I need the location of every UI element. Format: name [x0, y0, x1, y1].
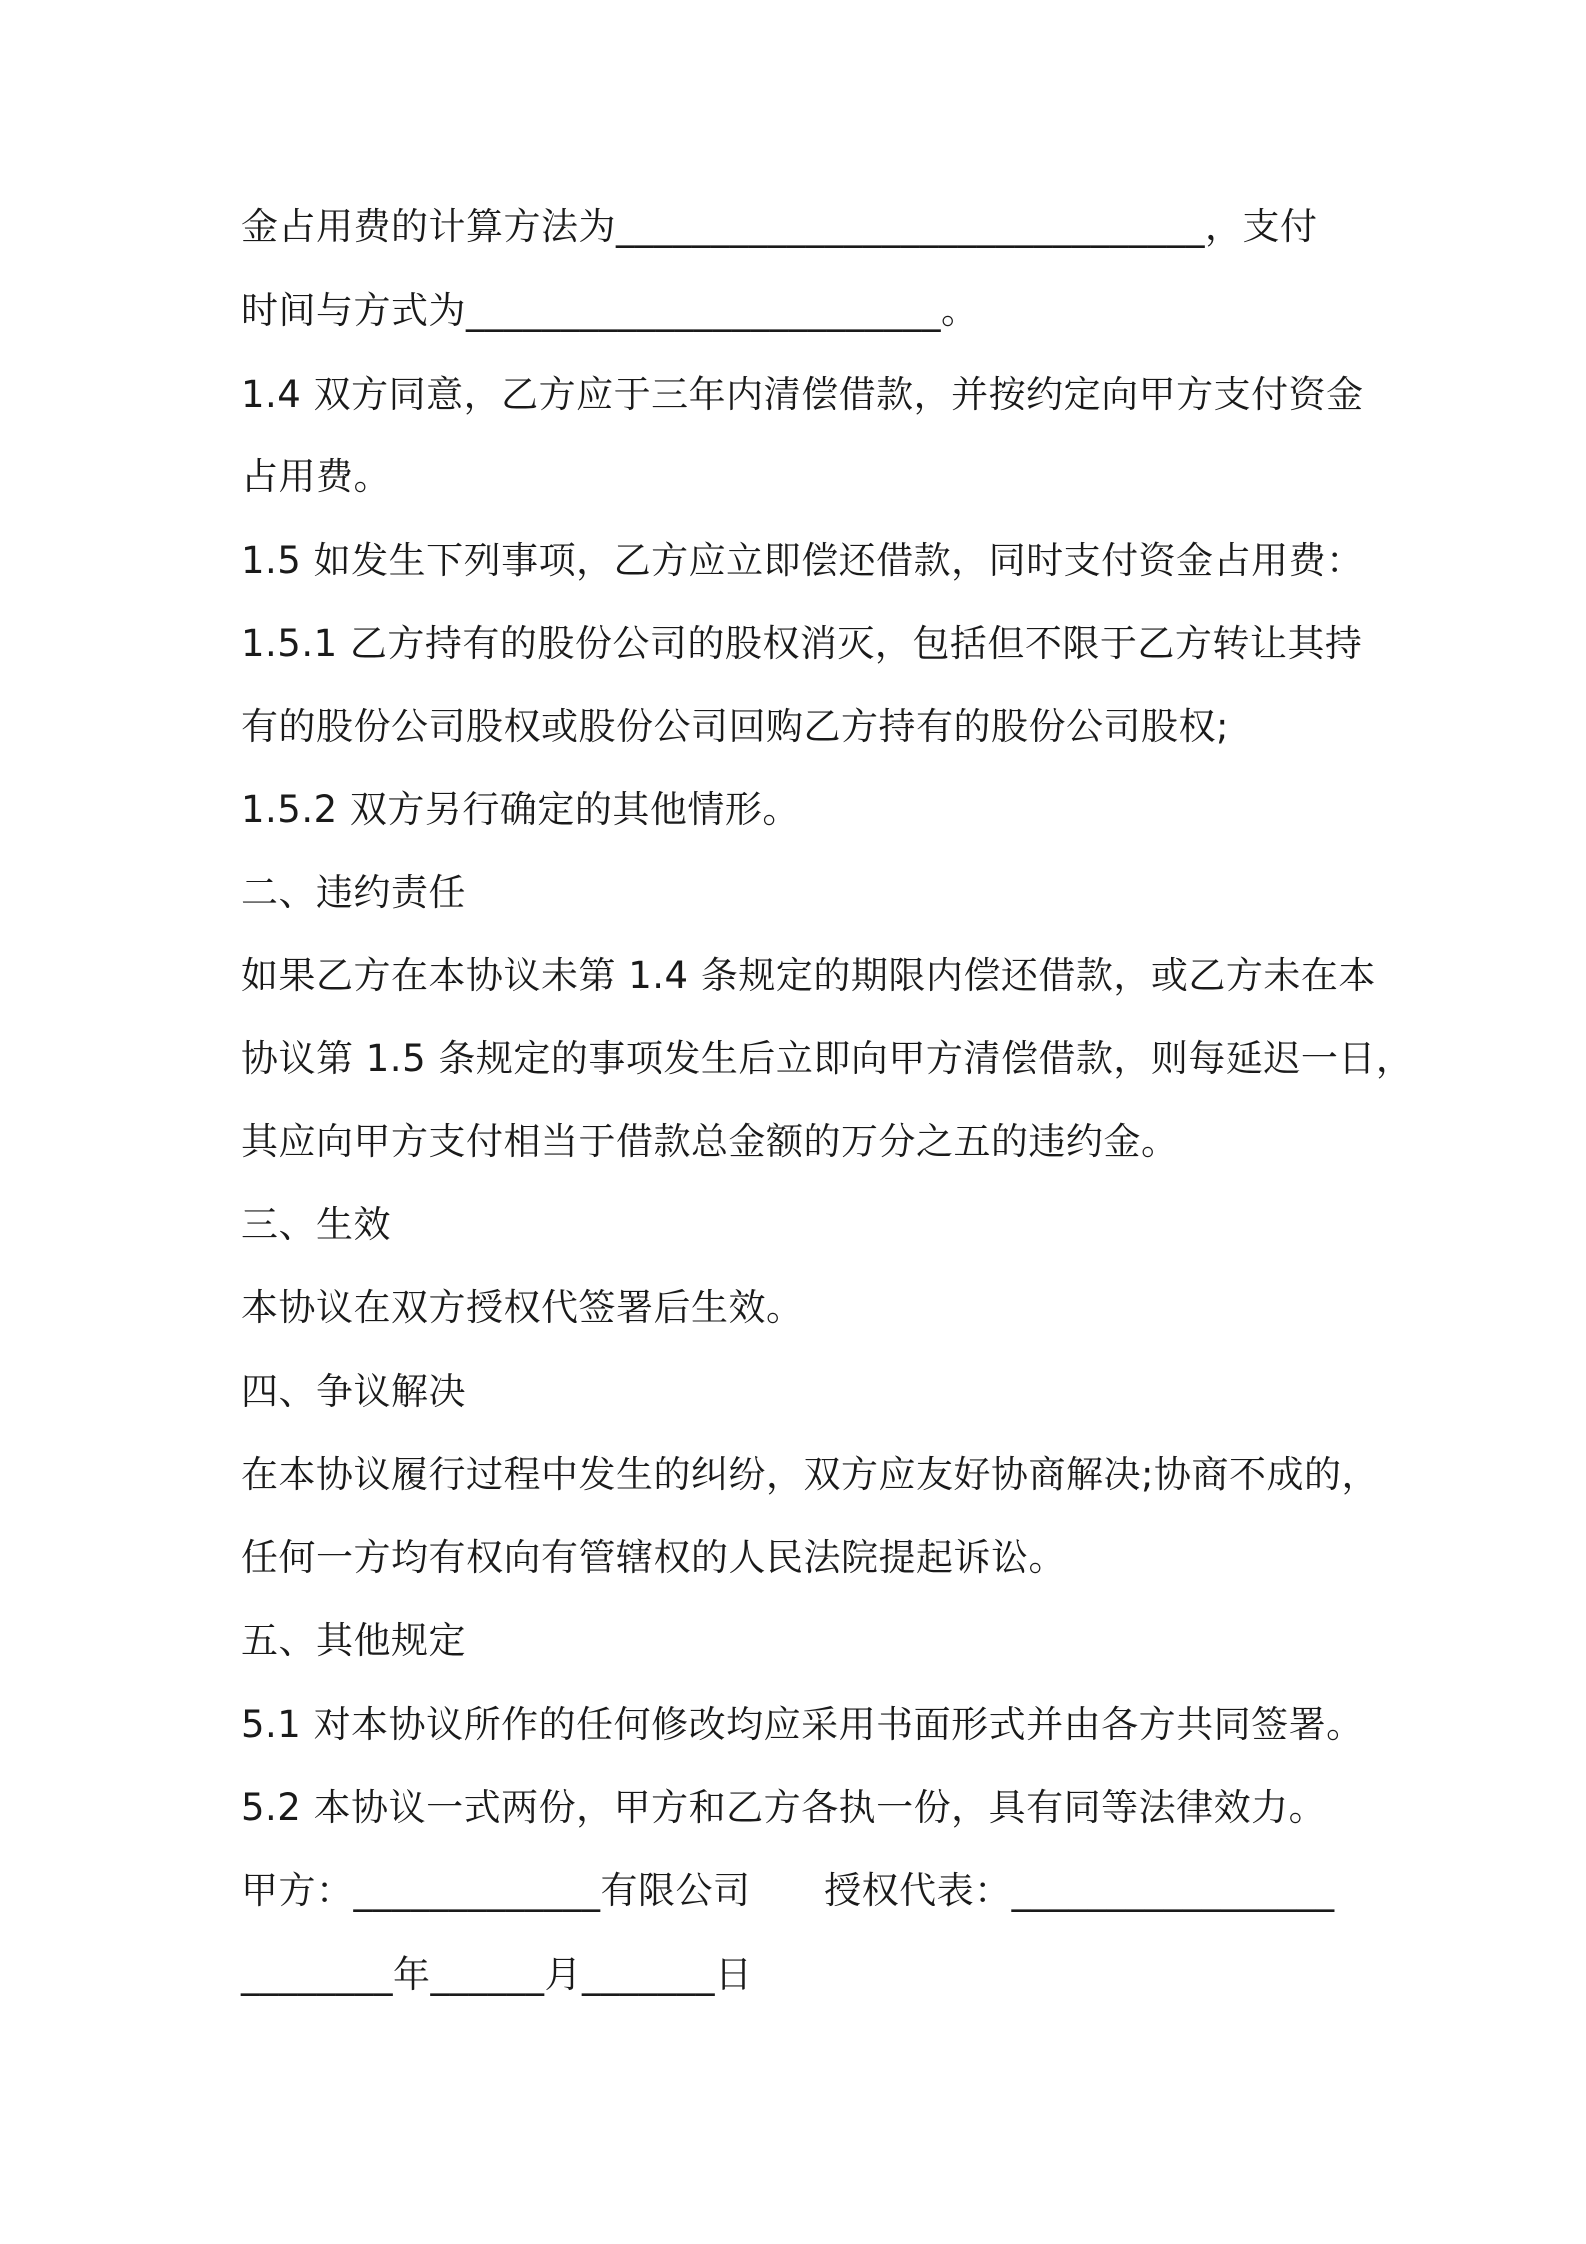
clause-1-4-line-1: 1.4 双方同意，乙方应于三年内清偿借款，并按约定向甲方支付资金	[241, 373, 1364, 416]
clause-1-4-line-2: 占用费。	[241, 455, 391, 498]
section-2-line-1: 如果乙方在本协议未第 1.4 条规定的期限内偿还借款，或乙方未在本	[241, 954, 1376, 997]
section-4-line-2: 任何一方均有权向有管辖权的人民法院提起诉讼。	[241, 1536, 1066, 1579]
date-line: ________年______月_______日	[241, 1953, 753, 1996]
section-2-line-3: 其应向甲方支付相当于借款总金额的万分之五的违约金。	[241, 1120, 1179, 1163]
signature-line: 甲方：_____________有限公司 授权代表：_________________	[241, 1869, 1335, 1912]
clause-1-5-1-line-2: 有的股份公司股权或股份公司回购乙方持有的股份公司股权;	[241, 705, 1229, 748]
clause-1-5-2: 1.5.2 双方另行确定的其他情形。	[241, 788, 800, 831]
section-3-text: 本协议在双方授权代签署后生效。	[241, 1286, 804, 1329]
clause-5-1: 5.1 对本协议所作的任何修改均应采用书面形式并由各方共同签署。	[241, 1703, 1364, 1746]
section-heading-4: 四、争议解决	[241, 1370, 466, 1413]
clause-1-5: 1.5 如发生下列事项，乙方应立即偿还借款，同时支付资金占用费：	[241, 539, 1364, 582]
clause-1-5-1-line-1: 1.5.1 乙方持有的股份公司的股权消灭，包括但不限于乙方转让其持	[241, 622, 1363, 665]
section-heading-2: 二、违约责任	[241, 871, 466, 914]
section-heading-5: 五、其他规定	[241, 1619, 466, 1662]
clause-5-2: 5.2 本协议一式两份，甲方和乙方各执一份，具有同等法律效力。	[241, 1786, 1327, 1829]
paragraph-line-2: 时间与方式为_________________________。	[241, 289, 979, 332]
section-2-line-2: 协议第 1.5 条规定的事项发生后立即向甲方清偿借款，则每延迟一日，	[241, 1037, 1414, 1080]
section-heading-3: 三、生效	[241, 1203, 391, 1246]
section-4-line-1: 在本协议履行过程中发生的纠纷，双方应友好协商解决;协商不成的，	[241, 1453, 1379, 1496]
paragraph-line-1: 金占用费的计算方法为_______________________________，支付	[241, 205, 1318, 248]
